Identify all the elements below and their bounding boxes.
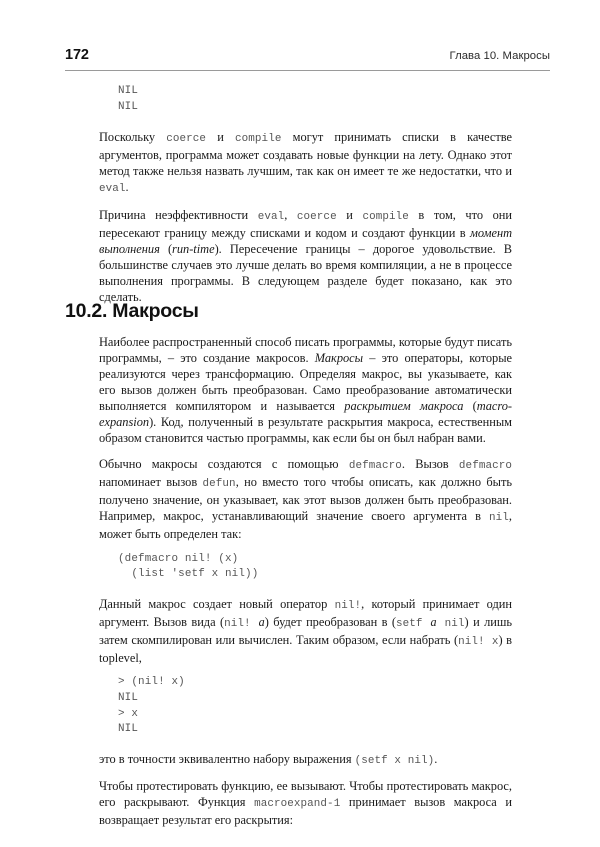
emphasis-run-time-en: run-time [172, 241, 215, 256]
code-block-defmacro-nil [99, 552, 512, 583]
inline-code-eval: eval [257, 210, 285, 223]
inline-code-nil-bang: nil! [334, 599, 362, 612]
running-head-rule [65, 70, 550, 71]
code-run: setf [395, 617, 423, 630]
text-run: . [434, 751, 438, 766]
text-run: ( [159, 241, 173, 256]
paragraph-macros-intro [99, 334, 512, 446]
text-run: ) в toplevel, [99, 632, 512, 665]
code-block-repl-session [99, 675, 512, 737]
inline-code-coerce: coerce [166, 133, 207, 146]
paragraph-defmacro [99, 456, 512, 542]
text-run: Поскольку [99, 130, 167, 145]
code-text: NIL NIL [118, 85, 139, 113]
paragraph-inefficiency-reason [99, 207, 512, 305]
section-heading: 10.2. Макросы [65, 300, 199, 322]
inline-code-compile: compile [362, 210, 409, 223]
paragraph-new-operator [99, 596, 512, 666]
text-column-lower [99, 334, 512, 838]
inline-code-macroexpand-1: macroexpand-1 [254, 798, 341, 811]
text-run: ( [463, 399, 477, 414]
inline-code-nil-bang-x: nil! x [458, 635, 499, 648]
code-italic-arg: a [430, 614, 437, 629]
inline-code-defmacro: defmacro [458, 459, 513, 472]
inline-code-eval: eval [99, 183, 126, 196]
text-run: это в точности эквивалентно набору выражения [99, 751, 355, 766]
code-text: > (nil! x) NIL > x NIL [118, 676, 185, 736]
inline-code-nil-bang-call [224, 614, 265, 630]
paragraph-equivalent [99, 751, 512, 769]
text-run: и [206, 130, 236, 145]
page-number: 172 [65, 47, 89, 63]
text-run: . [125, 180, 129, 195]
code-italic-arg: a [258, 614, 265, 629]
text-column [99, 84, 512, 315]
text-run: , но вместо того чтобы описать, как должно быть получено значение, он указывает, как этот вызов должен быть преобразован. Например, макрос, устанавливающий значение своего аргумента в [99, 474, 512, 523]
inline-code-compile: compile [235, 133, 282, 146]
text-run: ). Код, полученный в результате раскрытия макроса, естественным образом становится частью программы, как если бы он был набран вами. [99, 415, 512, 446]
text-run: принимает вызов макроса и возвращает результат его раскрытия: [99, 795, 512, 828]
text-run: могут принимать списки в качестве аргументов, программа может создавать новые функции на лету. Однако этот метод также нельзя назвать лучшим, так как он имеет те же недостатки, что и [99, 130, 512, 179]
code-run: nil! [224, 617, 251, 630]
code-run: nil [444, 617, 465, 630]
emphasis-macro-expansion-en: macro-expansion [99, 399, 512, 430]
text-run: Чтобы протестировать функцию, ее вызывают. Чтобы протестировать макрос, его раскрывают. Функция [99, 779, 512, 810]
running-head [65, 48, 550, 63]
text-run: Причина неэффективности [99, 207, 258, 222]
text-run: . Вызов [401, 456, 459, 471]
text-run: ). Пересечение границы – дорогое удовольствие. В большинстве случаев это лучше делать во время компиляции, а не в процессе выполнения программы. В следующем разделе будет показано, как это сделать. [99, 241, 512, 305]
inline-code-defun: defun [202, 477, 236, 490]
inline-code-setf-call [395, 614, 465, 630]
paragraph-coerce-compile [99, 129, 512, 197]
inline-code-coerce: coerce [296, 210, 337, 223]
text-run: напоминает вызов [99, 474, 203, 489]
text-run: , [284, 207, 297, 222]
text-run: – это операторы, которые реализуются через трансформацию. Определяя макрос, вы указываете, как его вызов должен быть преобразован. Само преобразование автоматически выполняется компилятором и называется [99, 351, 512, 414]
code-text: (defmacro nil! (x) (list 'setf x nil)) [118, 552, 259, 581]
inline-code-defmacro: defmacro [348, 459, 402, 472]
running-head-title: Глава 10. Макросы [449, 50, 550, 62]
emphasis-makrosy: Макросы [314, 351, 364, 366]
code-block-nil-output [99, 84, 512, 115]
text-run: в том, что они пересекают границу между списками и кодом и создают функции в [99, 207, 512, 240]
emphasis-run-time-ru: момент выполнения [99, 225, 512, 256]
text-run: ) и лишь затем скомпилирован или вычислен. Таким образом, если набрать ( [99, 614, 513, 647]
emphasis-macro-expansion-ru: раскрытием макроса [344, 399, 464, 414]
text-run: и [336, 207, 363, 222]
text-run: , может быть определен так: [99, 508, 512, 542]
text-run: , который принимает один аргумент. Вызов вида ( [99, 596, 512, 629]
inline-code-setf-x-nil: (setf x nil) [354, 754, 435, 767]
inline-code-nil: nil [489, 511, 509, 524]
text-run: Наиболее распространенный способ писать программы, которые будут писать программы, – это создание макросов. [99, 335, 512, 366]
paragraph-testing-macros [99, 778, 512, 828]
text-run: ) будет преобразован в ( [264, 614, 396, 629]
text-run: Данный макрос создает новый оператор [99, 596, 335, 611]
text-run: Обычно макросы создаются с помощью [99, 456, 349, 471]
